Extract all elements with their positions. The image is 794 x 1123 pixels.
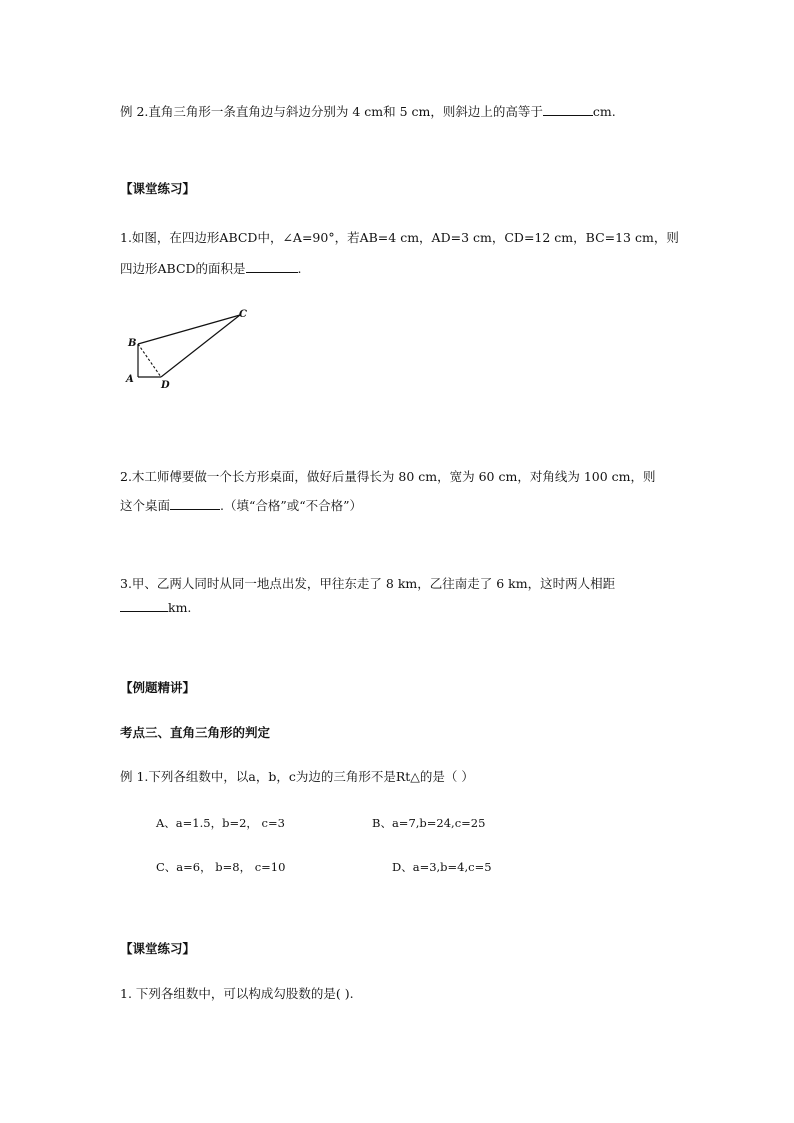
edge-bc bbox=[138, 315, 240, 344]
section-heading-examples: 【例题精讲】 bbox=[120, 680, 196, 695]
example-2-unit: cm. bbox=[592, 104, 616, 119]
question-3-line-2 bbox=[120, 599, 191, 615]
answer-blank bbox=[246, 260, 298, 273]
question-2-hint: .（填“合格”或“不合格”） bbox=[220, 498, 363, 513]
vertex-label-d: D bbox=[161, 380, 170, 391]
option-a: A、a=1.5，b=2， c=3 bbox=[156, 816, 285, 830]
question-3-unit: km. bbox=[168, 600, 192, 615]
option-c: C、a=6， b=8， c=10 bbox=[156, 860, 286, 874]
vertex-label-c: C bbox=[239, 309, 247, 320]
question-1-text: 四边形ABCD的面积是 bbox=[120, 261, 246, 276]
question-1-line-2 bbox=[120, 259, 302, 277]
example-2-text: 例 2.直角三角形一条直角边与斜边分别为 4 cm和 5 cm，则斜边上的高等于 bbox=[120, 104, 543, 119]
answer-blank bbox=[543, 103, 593, 116]
answer-blank bbox=[170, 497, 220, 510]
question-2-line-2 bbox=[120, 496, 362, 514]
question-1-line-1: 1.如图，在四边形ABCD中，∠A=90°，若AB=4 cm，AD=3 cm，CD=12 cm，BC=13 cm，则 bbox=[120, 230, 679, 245]
example-2 bbox=[120, 102, 616, 120]
section-heading-practice-2: 【课堂练习】 bbox=[120, 941, 196, 956]
diagonal-bd bbox=[138, 344, 161, 377]
question-2-line-1: 2.木工师傅要做一个长方形桌面，做好后量得长为 80 cm，宽为 60 cm，对角线为 100 cm，则 bbox=[120, 469, 656, 484]
question-1-period: . bbox=[297, 261, 302, 276]
option-b: B、a=7,b=24,c=25 bbox=[372, 816, 486, 830]
vertex-label-b: B bbox=[128, 338, 137, 349]
edge-dc bbox=[161, 315, 240, 377]
example-1-text: 例 1.下列各组数中，以a，b，c为边的三角形不是Rt△的是（ ） bbox=[120, 769, 474, 784]
question-2-text: 这个桌面 bbox=[120, 498, 171, 513]
vertex-label-a: A bbox=[126, 374, 134, 385]
quadrilateral-figure bbox=[118, 300, 258, 392]
option-d: D、a=3,b=4,c=5 bbox=[392, 860, 492, 874]
section-heading-practice: 【课堂练习】 bbox=[120, 181, 196, 196]
question-3-line-1: 3.甲、乙两人同时从同一地点出发，甲往东走了 8 km，乙往南走了 6 km，这时两人相距 bbox=[120, 576, 616, 591]
topic-heading: 考点三、直角三角形的判定 bbox=[120, 725, 271, 740]
practice-question-1: 1. 下列各组数中，可以构成勾股数的是( ). bbox=[120, 986, 354, 1001]
answer-blank bbox=[120, 599, 168, 612]
